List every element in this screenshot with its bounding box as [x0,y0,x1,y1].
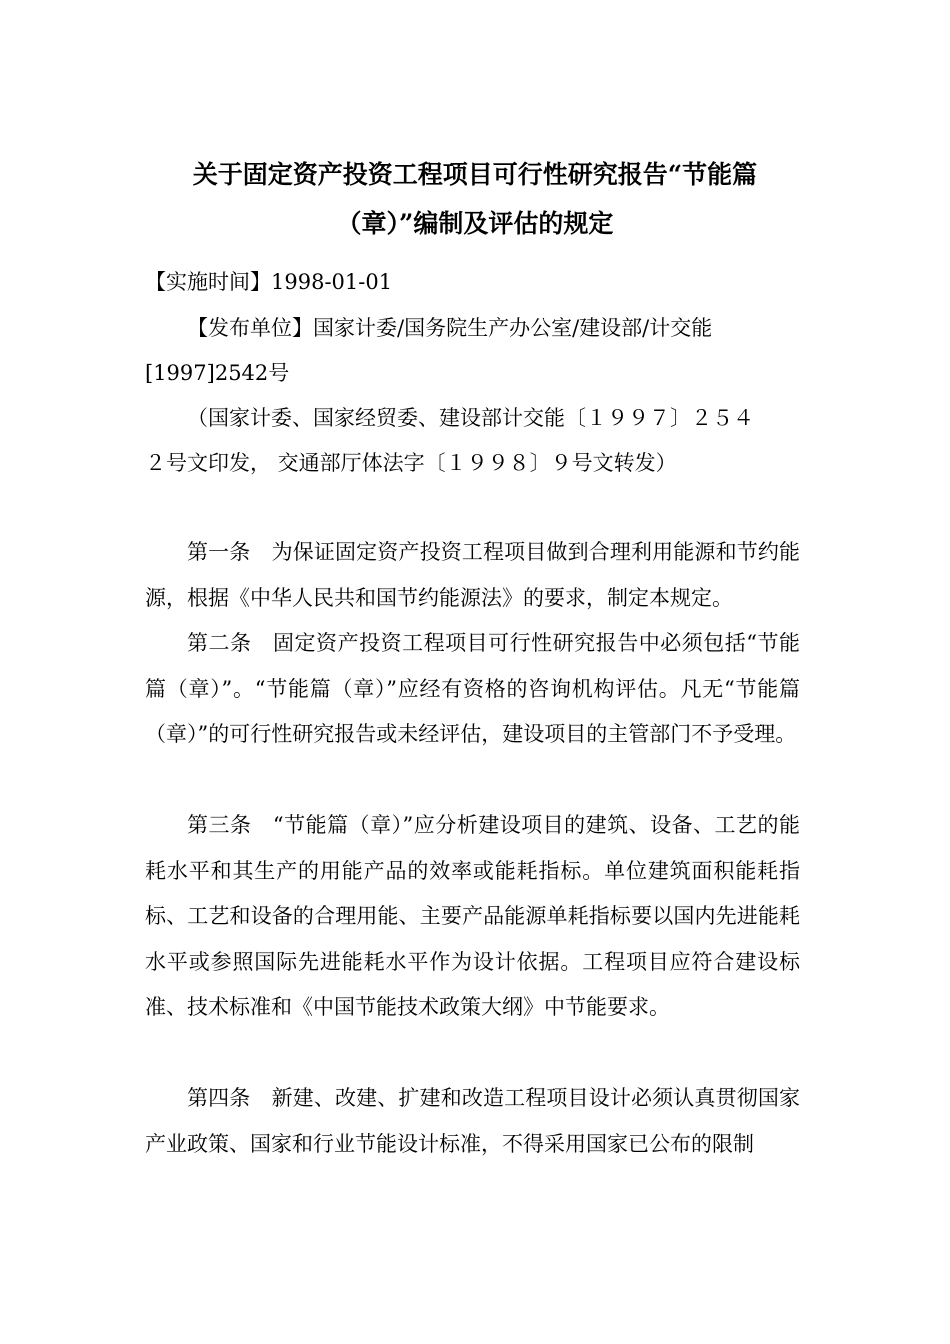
document-title-line-1: 关于固定资产投资工程项目可行性研究报告“节能篇 [192,160,758,189]
effective-date: 【实施时间】1998-01-01 [145,270,393,294]
document-title-line-2: （章）”编制及评估的规定 [336,209,614,238]
source-note-line-1: （国家计委、国家经贸委、建设部计交能〔１９９７〕２５４ [187,406,754,430]
article-2: 第二条 固定资产投资工程项目可行性研究报告中必须包括“节能篇（章）”。“节能篇（章）”应经有资格的咨询机构评估。凡无“节能篇（章）”的可行性研究报告或未经评估，建设项目的主管部门不予受理。 [145,631,800,746]
article-1: 第一条 为保证固定资产投资工程项目做到合理利用能源和节约能源，根据《中华人民共和国节约能源法》的要求，制定本规定。 [145,540,800,610]
article-3: 第三条 “节能篇（章）”应分析建设项目的建筑、设备、工艺的能耗水平和其生产的用能产品的效率或能耗指标。单位建筑面积能耗指标、工艺和设备的合理用能、主要产品能源单耗指标要以国内先进能耗水平或参照国际先进能耗水平作为设计依据。工程项目应符合建设标准、技术标准和《中国节能技术政策大纲》中节能要求。 [145,813,800,1019]
issuer-line-2: [1997]2542号 [145,361,290,385]
issuer-line-1: 【发布单位】国家计委/国务院生产办公室/建设部/计交能 [187,316,713,340]
source-note-line-2: ２号文印发， 交通部厅体法字〔１９９８〕９号文转发） [145,451,677,475]
article-4: 第四条 新建、改建、扩建和改造工程项目设计必须认真贯彻国家产业政策、国家和行业节能设计标准，不得采用国家已公布的限制 [145,1086,800,1156]
